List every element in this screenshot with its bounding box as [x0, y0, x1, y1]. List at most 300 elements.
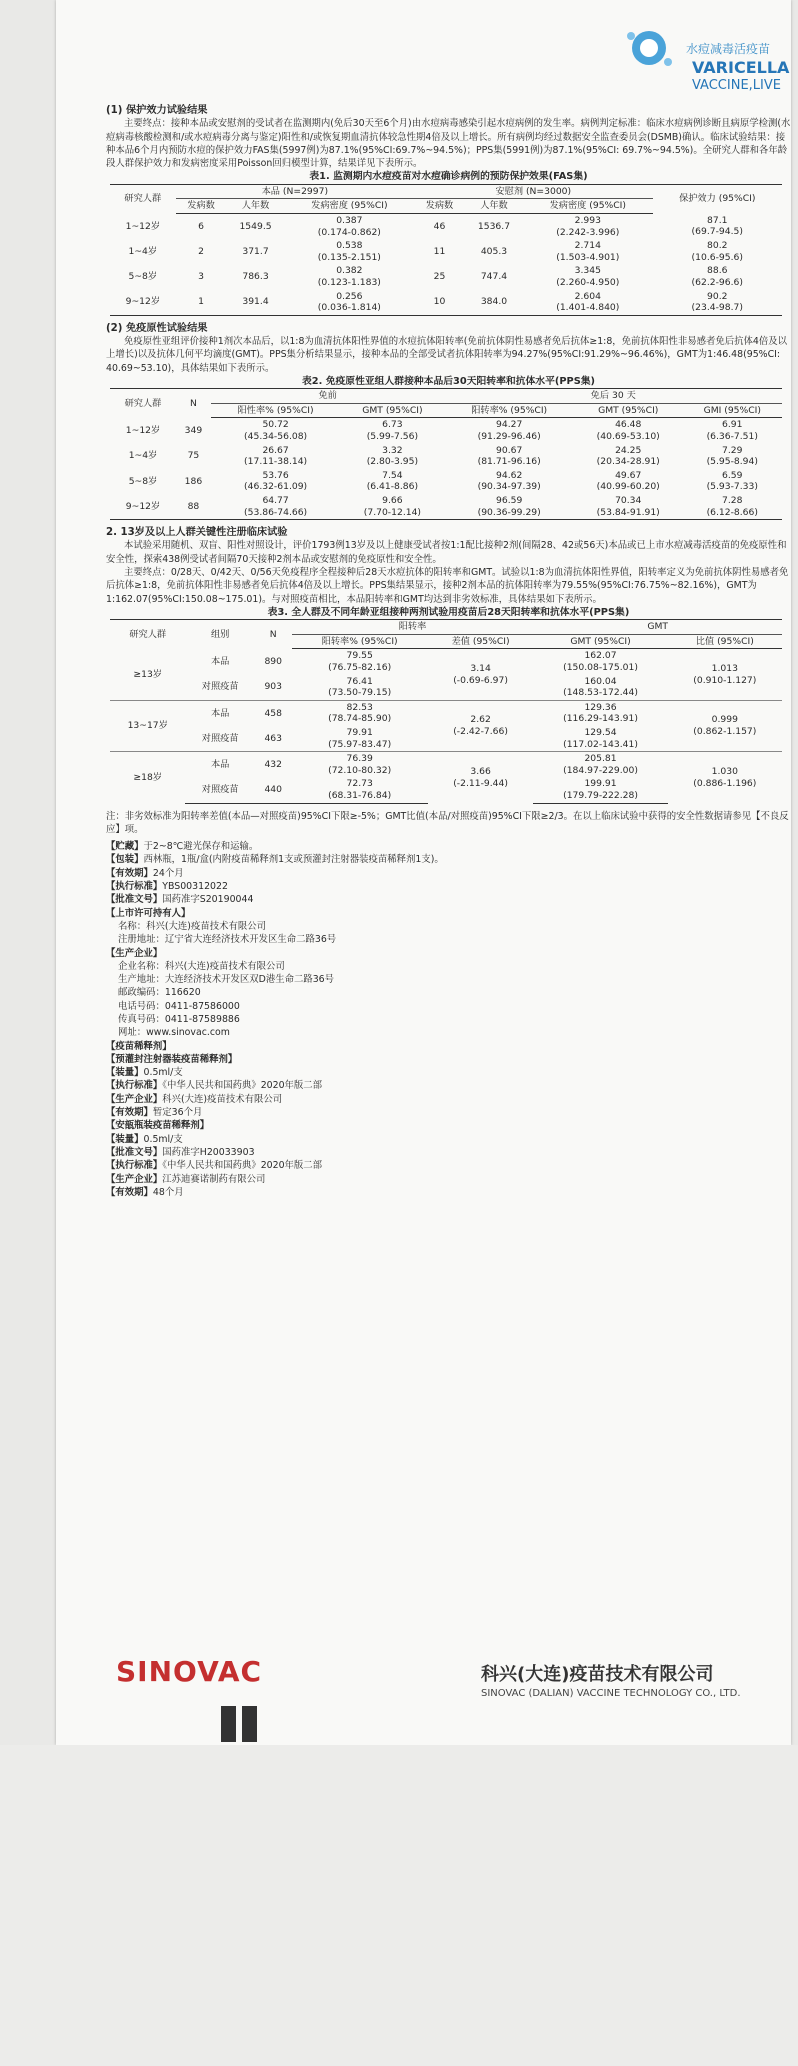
t1-p-density-value: 0.387 [336, 214, 363, 226]
t1-efficacy [653, 290, 782, 316]
t1-c-density-value: 2.714 [574, 240, 601, 252]
t3-sc-ci: (72.10-80.32) [328, 764, 392, 776]
t3-ratio [668, 752, 782, 803]
info-value: 传真号码：0411-87589886 [118, 1013, 240, 1025]
t1-c-density [523, 239, 652, 264]
section3-paragraph2: 主要终点：0/28天、0/42天、0/56天免疫程序全程接种后28天水痘抗体的阳转率和GMT。试验以1:8为血清抗体阳性界值，阳转率定义为免前抗体阴性易感者免后抗体≥1:8，免前抗体阳性非易感者免后抗体4倍及以上增长。PPS集结果显示，接种2剂本品的抗体阳转率为79.55%(95%CI:76.75%~82.16%)，GMT为1:162.07(95%CI:150.08~175.01)。与对照疫苗相比，本品阳转率和GMT均达到非劣效标准，具体结果如下表所示。 [106, 567, 789, 605]
t3-gmt-value: 205.81 [584, 753, 617, 765]
t3-arm: 本品 [185, 700, 254, 726]
t1-c-density-ci: (2.242-3.996) [556, 226, 620, 238]
t1-c-density [523, 290, 652, 316]
t2-sc [444, 418, 573, 444]
t3-gmt [533, 726, 667, 752]
t3-sc [292, 752, 428, 778]
info-line [106, 947, 791, 960]
t1-c-py: 747.4 [480, 271, 508, 283]
table-row [110, 649, 782, 675]
t3-gmt [533, 700, 667, 726]
t2-h-gmt2: GMT (95%CI) [574, 403, 683, 418]
info-key: 【有效期】 [106, 1107, 153, 1119]
table1-caption: 表1. 监测期内水痘疫苗对水痘确诊病例的预防保护效果(FAS集) [309, 171, 588, 183]
info-key: 【装量】 [106, 1067, 144, 1079]
info-value: 网址：www.sinovac.com [118, 1027, 230, 1039]
info-line [106, 907, 791, 920]
t2-rate-value: 53.76 [262, 469, 289, 481]
t2-rate-value: 26.67 [262, 444, 289, 456]
t1-c-density-ci: (2.260-4.950) [556, 276, 620, 288]
info-key: 【执行标准】 [106, 1080, 163, 1092]
t3-ratio-value: 1.013 [711, 663, 738, 674]
info-line [106, 1119, 791, 1132]
info-key: 【生产企业】 [106, 947, 163, 959]
info-line [106, 1066, 791, 1079]
t2-gmt2-ci: (40.69-53.10) [596, 430, 660, 442]
t2-group: 5~8岁 [128, 475, 158, 487]
t1-h-cases: 发病数 [176, 199, 227, 214]
t2-rate-ci: (46.32-61.09) [244, 481, 308, 493]
t1-efficacy-value: 87.1 [707, 214, 728, 226]
t2-rate-value: 64.77 [262, 494, 289, 506]
t2-rate-ci: (45.34-56.08) [244, 430, 308, 442]
info-key: 【执行标准】 [106, 881, 163, 893]
info-value: 国药准字S20190044 [162, 894, 254, 906]
table2 [110, 388, 782, 520]
t2-gmt2-value: 49.67 [615, 469, 642, 481]
t1-p-cases: 2 [198, 245, 204, 257]
t3-sc-ci: (73.50-79.15) [328, 687, 392, 699]
t3-sc [292, 726, 428, 752]
table-row [110, 418, 782, 444]
info-line [106, 1026, 791, 1039]
t3-gmt-ci: (117.02-143.41) [563, 738, 638, 750]
info-value: 邮政编码：116620 [118, 987, 201, 999]
t3-diff-value: 3.66 [470, 766, 491, 777]
t2-gmi [683, 469, 782, 494]
t2-n: 75 [187, 450, 200, 462]
info-line [106, 1186, 791, 1199]
table-row [110, 700, 782, 726]
t1-p-py: 786.3 [242, 271, 269, 283]
t1-p-density [285, 239, 414, 264]
t1-p-density-value: 0.382 [336, 265, 363, 277]
t1-h-py: 人年数 [226, 199, 284, 214]
t1-h-density: 发病密度 (95%CI) [285, 199, 414, 214]
t3-h-group: 研究人群 [129, 628, 167, 640]
info-line [106, 973, 791, 986]
t1-group: 1~12岁 [125, 220, 161, 232]
t3-gmt [533, 675, 667, 701]
t2-gmt-ci: (2.80-3.95) [366, 456, 419, 468]
t2-gmi [683, 444, 782, 469]
t1-p-cases: 3 [198, 271, 204, 283]
t3-group: ≥18岁 [110, 752, 185, 803]
section2-paragraph: 免疫原性亚组评价接种1剂次本品后，以1:8为血清抗体阳性界值的水痘抗体阳转率(免前抗体阴性易感者免后抗体≥1:8，免前抗体阳性非易感者免后抗体4倍及以上增长)以及抗体几何平均滴度(GMT)。PPS集分析结果显示，接种本品的全部受试者抗体阳转率为94.27%(95%CI:91.29%~96.46%)，GMT为1:46.48(95%CI: 40.69~53.10)，具体结果如下表所示。 [106, 336, 787, 374]
t3-sc [292, 700, 428, 726]
t1-p-density-ci: (0.174-0.862) [317, 226, 381, 238]
t2-sc-ci: (81.71-96.16) [477, 456, 541, 468]
table-row [110, 469, 782, 494]
info-key: 【贮藏】 [106, 841, 144, 853]
t3-sc-ci: (75.97-83.47) [328, 738, 392, 750]
t1-efficacy-ci: (69.7-94.5) [691, 226, 743, 238]
product-logo [622, 18, 798, 93]
t1-p-py: 371.7 [242, 245, 269, 257]
t2-n: 88 [176, 494, 211, 520]
info-value: 企业名称：科兴(大连)疫苗技术有限公司 [118, 960, 285, 972]
info-line [106, 1000, 791, 1013]
t3-h-gmt: GMT [533, 620, 782, 635]
content [106, 104, 791, 1199]
table-row [110, 494, 782, 520]
t3-group: ≥13岁 [133, 668, 162, 680]
t2-gmt-value: 7.54 [382, 469, 403, 481]
t3-ratio-ci: (0.862-1.157) [693, 725, 757, 737]
table2-caption: 表2. 免疫原性亚组人群接种本品后30天阳转率和抗体水平(PPS集) [301, 375, 596, 387]
t3-gmt [533, 649, 667, 675]
t2-gmi-value: 6.59 [722, 469, 743, 481]
t3-gmt-ci: (148.53-172.44) [563, 687, 638, 699]
info-line [106, 1013, 791, 1026]
info-key: 【生产企业】 [106, 1093, 163, 1105]
t1-h-efficacy: 保护效力 (95%CI) [679, 193, 756, 205]
t2-group: 1~4岁 [128, 450, 158, 462]
t1-c-density-value: 2.604 [574, 290, 601, 302]
t3-sc-value: 76.39 [346, 753, 373, 765]
t1-p-density [285, 290, 414, 316]
t3-arm: 本品 [210, 655, 230, 667]
table1 [110, 184, 782, 316]
t2-gmt-value: 9.66 [382, 494, 403, 506]
t2-gmt-ci: (6.41-8.86) [366, 481, 419, 493]
t1-efficacy [653, 239, 782, 264]
info-value: 西林瓶，1瓶/盒(内附疫苗稀释剂1支或预灌封注射器装疫苗稀释剂1支)。 [143, 854, 444, 866]
info-value: 生产地址：大连经济技术开发区双D港生命二路36号 [118, 974, 335, 986]
t2-h-post: 免后 30 天 [444, 389, 782, 404]
info-line [106, 986, 791, 999]
company-name: 科兴(大连)疫苗技术有限公司 [481, 1664, 714, 1685]
t2-gmi-ci: (5.93-7.33) [706, 481, 758, 493]
t1-h-placebo: 安慰剂 (N=3000) [414, 184, 652, 199]
t1-group: 5~8岁 [128, 271, 158, 283]
t1-p-density-ci: (0.123-1.183) [317, 276, 381, 288]
t1-c-py: 405.3 [480, 245, 508, 257]
t1-efficacy-ci: (10.6-95.6) [691, 251, 743, 263]
t1-p-py: 391.4 [226, 290, 284, 316]
table3-caption: 表3. 全人群及不同年龄亚组接种两剂试验用疫苗后28天阳转率和抗体水平(PPS集) [267, 606, 630, 618]
info-key: 【预灌封注射器装疫苗稀释剂】 [106, 1053, 238, 1065]
section1-paragraph: 主要终点：接种本品或安慰剂的受试者在监测期内(免后30天至6个月)由水痘病毒感染引起水痘病例的发生率。病例判定标准：临床水痘病例诊断且病原学检测(水痘病毒核酸检测和/或水痘病毒分离与鉴定)阳性和/或恢复期血清抗体较急性期4倍及以上增长。所有病例均经过数据安全监查委员会(DSMB)确认。临床试验结果：接种本品6个月内预防水痘的保护效力FAS集(5997例)为87.1%(95%CI:69.7%~94.5%)；PPS集(5991例)为87.1%(95%CI: 69.7%~94.5%)。全研究人群和各年龄段人群保护效力和发病密度采用Poisson回归模型计算，结果详见下表所示。 [106, 118, 791, 170]
t3-h-gmtci: GMT (95%CI) [533, 634, 667, 649]
t2-gmt2 [574, 418, 683, 444]
t3-ratio [668, 649, 782, 700]
t2-sc-value: 94.62 [496, 469, 523, 481]
t3-gmt-value: 199.91 [584, 778, 617, 790]
t3-gmt-ci: (179.79-222.28) [563, 789, 638, 801]
t3-ratio-ci: (0.886-1.196) [693, 777, 757, 789]
t3-sc-ci: (78.74-85.90) [328, 713, 392, 725]
t3-gmt-value: 129.54 [584, 726, 617, 738]
info-value: 国药准字H20033903 [162, 1146, 255, 1158]
t1-efficacy-value: 90.2 [707, 290, 728, 302]
t2-rate [211, 469, 340, 494]
t3-h-ratio: 比值 (95%CI) [668, 634, 782, 649]
t2-sc-ci: (90.36-99.29) [477, 506, 541, 518]
t3-n: 440 [255, 777, 292, 803]
info-key: 【生产企业】 [106, 1173, 163, 1185]
t2-sc [444, 494, 573, 520]
t2-h-sc: 阳转率% (95%CI) [444, 403, 573, 418]
t3-diff-ci: (-2.42-7.66) [453, 725, 508, 737]
t2-h-rate: 阳性率% (95%CI) [211, 403, 340, 418]
background-surface [0, 1745, 798, 2066]
info-key: 【批准文号】 [106, 894, 163, 906]
t3-gmt-ci: (184.97-229.00) [563, 764, 638, 776]
t1-efficacy [653, 264, 782, 289]
t3-ratio-value: 0.999 [711, 714, 738, 726]
info-line [106, 893, 791, 906]
t2-gmi-value: 7.28 [722, 494, 743, 506]
t3-gmt-ci: (150.08-175.01) [563, 662, 638, 673]
t1-p-cases: 1 [176, 290, 227, 316]
t3-n: 432 [255, 752, 292, 778]
t3-gmt-value: 129.36 [584, 701, 617, 713]
t2-gmi-value: 7.29 [722, 444, 743, 456]
info-value: 《中华人民共和国药典》2020年版二部 [162, 1160, 323, 1172]
t2-sc [444, 444, 573, 469]
t2-gmi [683, 494, 782, 520]
table-row [110, 752, 782, 778]
t2-h-group: 研究人群 [124, 397, 162, 409]
t3-gmt-ci: (116.29-143.91) [563, 713, 638, 725]
t2-sc-value: 94.27 [496, 419, 523, 431]
table-row [110, 239, 782, 264]
logo-en1: VARICELLA [692, 58, 790, 77]
t1-p-density-value: 0.256 [336, 290, 363, 302]
info-value: 暂定36个月 [152, 1107, 203, 1119]
t2-gmt [340, 418, 444, 444]
t2-gmt-ci: (7.70-12.14) [363, 506, 422, 518]
t3-ratio-value: 1.030 [711, 766, 738, 777]
t3-arm: 对照疫苗 [185, 777, 254, 803]
t2-h-pre: 免前 [211, 389, 445, 404]
t1-p-py: 1549.5 [239, 220, 272, 232]
brand-mark-icon [221, 1706, 257, 1742]
t3-sc-value: 79.55 [346, 650, 373, 662]
table-row [110, 264, 782, 289]
t2-sc-value: 90.67 [496, 444, 523, 456]
info-key: 【有效期】 [106, 1186, 153, 1198]
info-line [106, 867, 791, 880]
t2-rate-ci: (53.86-74.66) [244, 506, 308, 518]
info-value: 0.5ml/支 [143, 1133, 183, 1145]
sinovac-logo: SINOVAC [116, 1655, 263, 1688]
t2-rate-ci: (17.11-38.14) [244, 456, 308, 468]
t3-sc-value: 72.73 [346, 778, 373, 790]
t1-c-density-ci: (1.503-4.901) [556, 251, 620, 263]
info-value: 注册地址：辽宁省大连经济技术开发区生命二路36号 [118, 934, 337, 946]
t1-p-cases: 6 [198, 220, 204, 232]
t3-diff [428, 700, 534, 751]
t3-ratio [668, 700, 782, 751]
t2-gmt2-value: 70.34 [615, 494, 642, 506]
t3-h-scci: 阳转率% (95%CI) [292, 634, 428, 649]
product-info [106, 840, 791, 1199]
t3-diff [428, 752, 534, 803]
t1-h-density2: 发病密度 (95%CI) [523, 199, 652, 214]
info-key: 【疫苗稀释剂】 [106, 1040, 172, 1052]
info-line [106, 1053, 791, 1066]
logo-en2: VACCINE,LIVE [692, 78, 781, 93]
info-key: 【包装】 [106, 854, 144, 866]
t1-efficacy-value: 80.2 [707, 240, 728, 252]
t3-h-n: N [269, 628, 277, 640]
t1-c-py: 1536.7 [477, 220, 511, 232]
t2-sc-ci: (91.29-96.46) [477, 430, 541, 442]
t2-gmt-value: 6.73 [382, 419, 403, 431]
info-line [106, 1040, 791, 1053]
info-line [106, 1173, 791, 1186]
leaflet-page [56, 0, 791, 1745]
t1-p-density [285, 264, 414, 289]
t1-c-py: 384.0 [465, 290, 523, 316]
t2-gmt2-value: 24.25 [615, 444, 642, 456]
t2-gmt2-value: 46.48 [615, 419, 642, 431]
info-line [106, 1133, 791, 1146]
table3 [110, 619, 782, 803]
info-line [106, 840, 791, 853]
info-key: 【安瓿瓶装疫苗稀释剂】 [106, 1120, 210, 1132]
t2-gmt2 [574, 469, 683, 494]
info-value: 科兴(大连)疫苗技术有限公司 [162, 1093, 283, 1105]
t1-c-cases: 46 [433, 220, 446, 232]
info-line [106, 1159, 791, 1172]
t1-c-density [523, 213, 652, 239]
info-line [106, 1146, 791, 1159]
t1-c-cases: 25 [433, 271, 446, 283]
t1-h-py2: 人年数 [465, 199, 523, 214]
info-value: 电话号码：0411-87586000 [118, 1000, 240, 1012]
t3-gmt-value: 162.07 [584, 650, 617, 662]
t2-rate [211, 444, 340, 469]
t3-sc [292, 675, 428, 701]
t3-diff-ci: (-2.11-9.44) [453, 777, 508, 789]
t3-arm: 对照疫苗 [201, 681, 239, 693]
t1-efficacy-value: 88.6 [707, 265, 728, 277]
section3-heading: 2. 13岁及以上人群关键性注册临床试验 [106, 527, 288, 539]
t2-rate [211, 418, 340, 444]
t3-sc-value: 76.41 [346, 675, 373, 687]
t1-c-density-value: 2.993 [574, 214, 601, 226]
t3-diff [428, 649, 534, 700]
t2-h-n: N [189, 397, 197, 409]
table-row [110, 290, 782, 316]
t3-arm: 本品 [185, 752, 254, 778]
info-line [106, 880, 791, 893]
t2-h-gmt: GMT (95%CI) [340, 403, 444, 418]
t1-c-density [523, 264, 652, 289]
t3-gmt [533, 752, 667, 778]
t1-c-density-value: 3.345 [574, 265, 601, 277]
t2-group: 1~12岁 [125, 424, 161, 436]
t1-group: 9~12岁 [110, 290, 176, 316]
t2-gmi [683, 418, 782, 444]
t2-gmt2 [574, 444, 683, 469]
info-value: 《中华人民共和国药典》2020年版二部 [162, 1080, 323, 1092]
logo-cn: 水痘减毒活疫苗 [686, 42, 771, 56]
t2-n: 186 [184, 475, 203, 487]
t3-n: 890 [264, 655, 282, 667]
company-name-en: SINOVAC (DALIAN) VACCINE TECHNOLOGY CO., LTD. [481, 1688, 741, 1699]
t3-diff-value: 2.62 [470, 714, 491, 726]
info-key: 【执行标准】 [106, 1160, 163, 1172]
t3-gmt-value: 160.04 [584, 675, 617, 687]
t3-n: 458 [255, 700, 292, 726]
t1-group: 1~4岁 [128, 245, 158, 257]
info-value: 0.5ml/支 [143, 1067, 183, 1079]
info-line [106, 853, 791, 866]
t1-h-group: 研究人群 [124, 193, 162, 205]
t2-rate [211, 494, 340, 520]
t2-sc-ci: (90.34-97.39) [477, 481, 541, 493]
info-key: 【批准文号】 [106, 1146, 163, 1158]
t2-sc-value: 96.59 [496, 494, 523, 506]
t3-sc-value: 82.53 [346, 701, 373, 713]
t3-n: 903 [264, 681, 282, 693]
t2-rate-value: 50.72 [262, 419, 289, 431]
t2-gmt-value: 3.32 [382, 444, 403, 456]
info-key: 【装量】 [106, 1133, 144, 1145]
t3-sc-ci: (68.31-76.84) [328, 789, 392, 801]
t1-p-density-value: 0.538 [336, 240, 363, 252]
info-value: YBS00312022 [162, 881, 228, 893]
t2-gmt [340, 469, 444, 494]
table-row [110, 213, 782, 239]
t2-gmt [340, 444, 444, 469]
info-key: 【上市许可持有人】 [106, 907, 191, 919]
table3-note: 注：非劣效标准为阳转率差值(本品—对照疫苗)95%CI下限≥-5%；GMT比值(本品/对照疫苗)95%CI下限≥2/3。在以上临床试验中获得的安全性数据请参见【不良反应】项。 [106, 810, 789, 835]
t3-gmt [533, 777, 667, 803]
t3-group: 13~17岁 [110, 700, 185, 751]
t1-efficacy [653, 213, 782, 239]
t2-gmt [340, 494, 444, 520]
t2-sc [444, 469, 573, 494]
t3-diff-value: 3.14 [470, 663, 491, 674]
t2-gmt2-ci: (20.34-28.91) [596, 456, 660, 468]
t1-efficacy-ci: (62.2-96.6) [691, 276, 743, 288]
t2-gmi-value: 6.91 [722, 419, 743, 431]
t2-gmt2-ci: (53.84-91.91) [596, 506, 660, 518]
info-line [106, 1093, 791, 1106]
t2-gmi-ci: (5.95-8.94) [706, 456, 758, 468]
t2-gmt-ci: (5.99-7.56) [366, 430, 419, 442]
info-value: 名称：科兴(大连)疫苗技术有限公司 [118, 920, 266, 932]
t1-h-cases2: 发病数 [414, 199, 465, 214]
t2-gmi-ci: (6.36-7.51) [706, 430, 758, 442]
t2-h-gmi: GMI (95%CI) [683, 403, 782, 418]
t3-diff-ci: (-0.69-6.97) [453, 674, 508, 686]
info-key: 【有效期】 [106, 867, 153, 879]
t3-ratio-ci: (0.910-1.127) [693, 674, 757, 686]
t3-n: 463 [264, 732, 282, 744]
t2-group: 9~12岁 [110, 494, 176, 520]
info-value: 江苏迪赛诺制药有限公司 [162, 1173, 266, 1185]
info-line [106, 1079, 791, 1092]
info-value: 24个月 [152, 867, 184, 879]
info-line [106, 1106, 791, 1119]
t1-h-product: 本品 (N=2997) [176, 184, 414, 199]
info-line [106, 933, 791, 946]
section3-paragraph1: 本试验采用随机、双盲、阳性对照设计，评价1793例13岁及以上健康受试者按1:1配比接种2剂(间隔28、42或56天)本品或已上市水痘减毒活疫苗的免疫原性和安全性，探索438例受试者间隔70天接种2剂本品或安慰剂的免疫原性和安全性。 [106, 540, 787, 565]
